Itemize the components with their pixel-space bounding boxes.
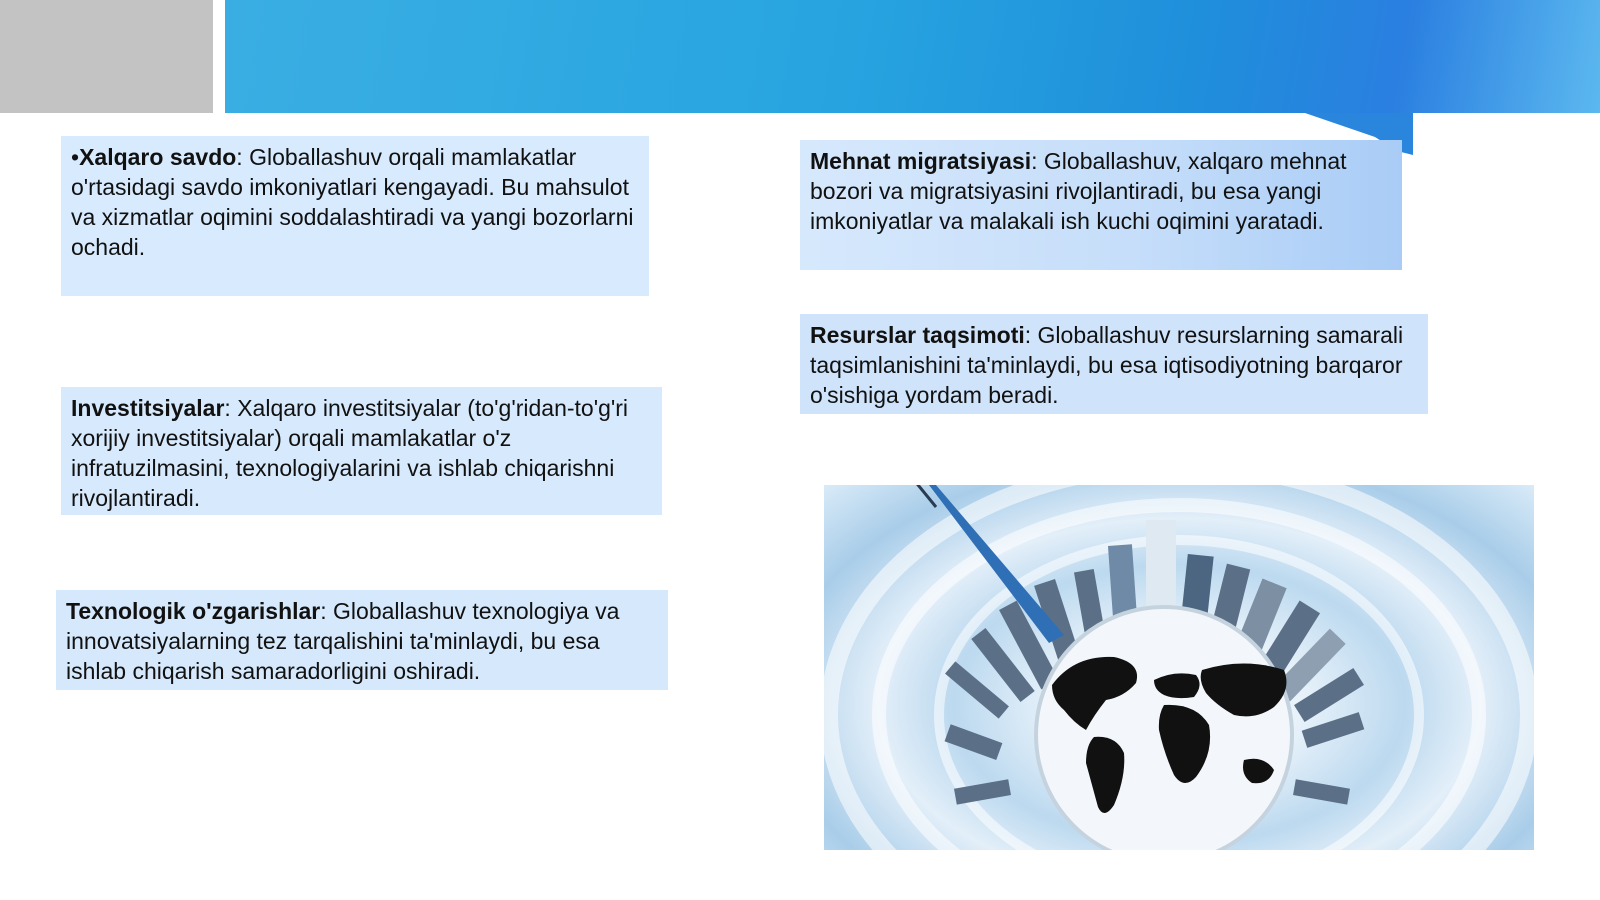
separator: : (236, 144, 243, 170)
separator: : (1024, 322, 1032, 348)
card-text: Globallashuv resurslarning samarali taqsimlanishini ta'minlaydi, bu esa iqtisodiyotning barqaror o'sishiga yordam beradi. (810, 322, 1404, 408)
card-text: Xalqaro investitsiyalar (to'g'ridan-to'g'ri xorijiy investitsiyalar) orqali mamlakatlar o'z infratuzilmasini, texnologiyalarini va ishlab chiqarishni rivojlantiradi. (71, 395, 629, 511)
card-technological-changes (56, 590, 668, 690)
card-investments (61, 387, 662, 515)
header-gray-block (0, 0, 213, 113)
globe-illustration (824, 485, 1534, 850)
separator: : (320, 598, 327, 624)
separator: : (1031, 148, 1038, 174)
card-title: Xalqaro savdo (79, 144, 237, 170)
card-international-trade (61, 136, 649, 296)
card-title: Resurslar taqsimoti (810, 322, 1025, 348)
card-text: Globallashuv, xalqaro mehnat bozori va migratsiyasini rivojlantiradi, bu esa yangi imkoniyatlar va malakali ish kuchi oqimini yaratadi. (810, 148, 1347, 234)
card-title: Texnologik o'zgarishlar (66, 598, 321, 624)
separator: : (224, 395, 231, 421)
card-text: Globallashuv orqali mamlakatlar o'rtasidagi savdo imkoniyatlari kengayadi. Bu mahsulot va xizmatlar oqimini soddalashtiradi va yangi bozorlarni ochadi. (71, 144, 634, 260)
card-resource-distribution (800, 314, 1428, 414)
card-text: Globallashuv texnologiya va innovatsiyalarning tez tarqalishini ta'minlaydi, bu esa ishlab chiqarish samaradorligini oshiradi. (66, 598, 620, 684)
card-title: Mehnat migratsiyasi (810, 148, 1032, 174)
card-labor-migration (800, 140, 1402, 270)
globe-city-image (824, 485, 1534, 850)
card-title: Investitsiyalar (71, 395, 225, 421)
header-blue-banner (225, 0, 1600, 113)
bullet: • (71, 144, 80, 170)
